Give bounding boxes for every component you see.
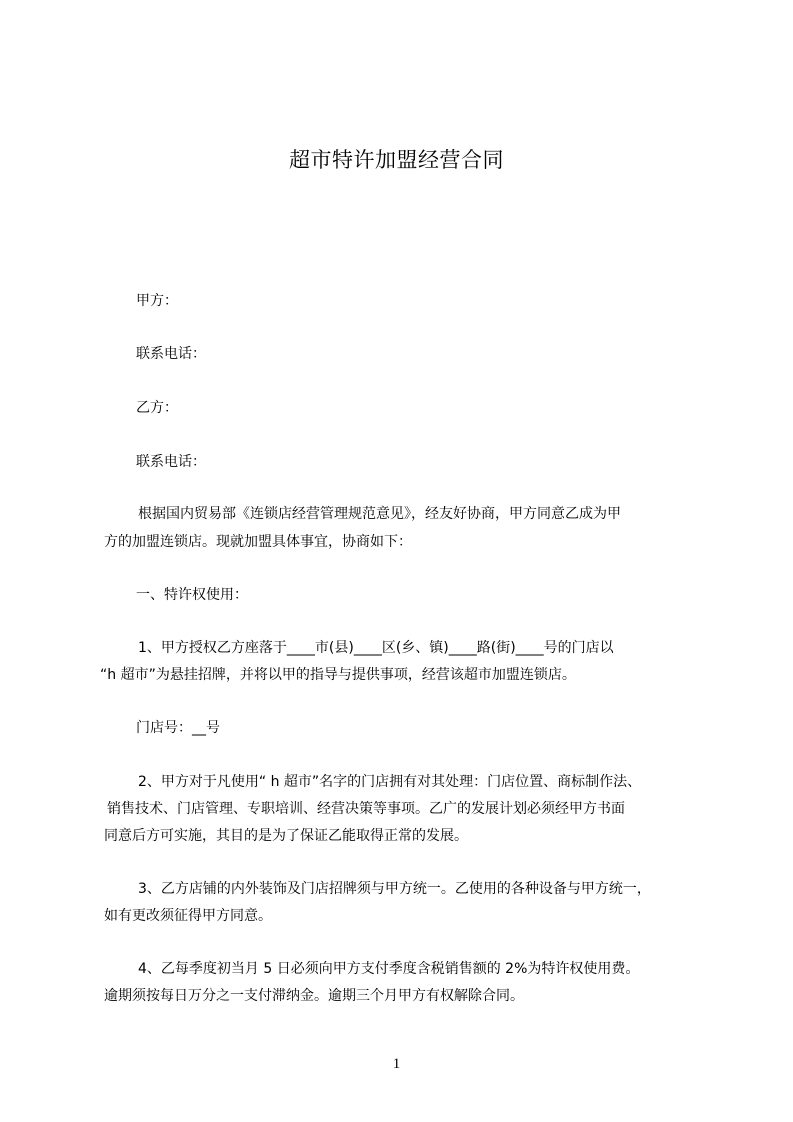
section-1-heading: 一、特许权使用：	[136, 587, 248, 603]
clause-2-line-3: 同意后方可实施，其目的是为了保证乙能取得正常的发展。	[104, 828, 468, 844]
clause-2-line-2: 销售技术、门店管理、专职培训、经营决策等事项。乙广的发展计划必须经甲方书面	[107, 801, 625, 817]
clause-4-line-2: 逾期须按每日万分之一支付滞纳金。逾期三个月甲方有权解除合同。	[104, 988, 524, 1004]
clause-3-line-2: 如有更改须征得甲方同意。	[104, 908, 272, 924]
clause-2-line-1: 2、甲方对于凡使用“ h 超市”名字的门店拥有对其处理：门店位置、商标制作法、	[138, 774, 642, 790]
document-title: 超市特许加盟经营合同	[289, 148, 504, 172]
clause-1-line-1: 1、甲方授权乙方座落于____市(县)____区(乡、镇)____路(街)____号的门店以	[138, 640, 614, 656]
clause-4-line-1: 4、乙每季度初当月 5 日必须向甲方支付季度含税销售额的 2%为特许权使用费。	[138, 961, 640, 977]
page-number: 1	[392, 1056, 401, 1072]
clause-3-line-1: 3、乙方店铺的内外装饰及门店招牌须与甲方统一。乙使用的各种设备与甲方统一，	[138, 881, 651, 897]
party-a-phone-label: 联系电话：	[136, 346, 206, 362]
preamble-line-1: 根据国内贸易部《连锁店经营管理规范意见》，经友好协商，甲方同意乙成为甲	[138, 506, 621, 522]
clause-1-line-2: “h 超市”为悬挂招牌，并将以甲的指导与提供事项，经营该超市加盟连锁店。	[100, 667, 576, 683]
party-b-label: 乙方：	[136, 400, 178, 416]
party-b-phone-label: 联系电话：	[136, 454, 206, 470]
party-a-label: 甲方：	[136, 293, 178, 309]
preamble-line-2: 方的加盟连锁店。现就加盟具体事宜，协商如下：	[104, 534, 412, 550]
store-number-line: 门店号：__号	[136, 720, 220, 736]
